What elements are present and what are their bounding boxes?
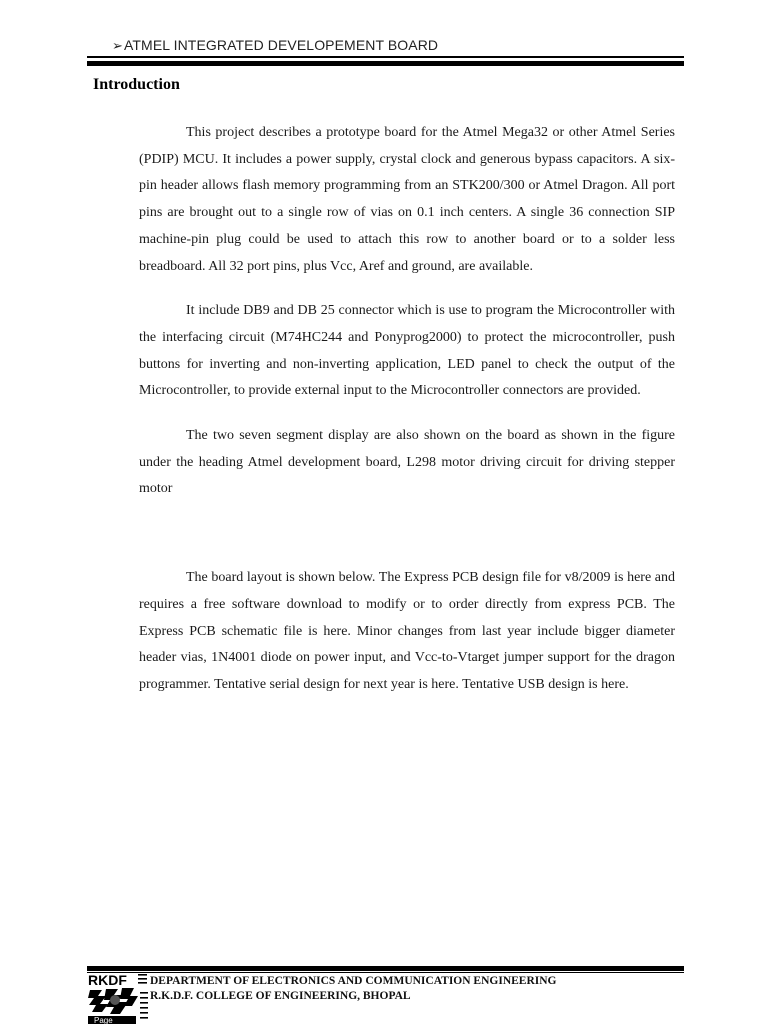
header-rule-thin bbox=[87, 56, 684, 58]
footer-rule-thick bbox=[87, 966, 684, 971]
paragraph-seven-segment: The two seven segment display are also shown on the board as shown in the figure under the heading Atmel development board, L298 motor driving circuit for driving stepper motor bbox=[139, 428, 675, 497]
arrow-bullet-icon: ➢ bbox=[112, 38, 123, 53]
paragraph-intro: This project describes a prototype board for the Atmel Mega32 or other Atmel Series (PDIP) MCU. It includes a power supply, crystal clock and generous bypass capacitors. A six-pin header allows flash memory programming from an STK200/300 or Atmel Dragon. All port pins are brought out to a single row of vias on 0.1 inch centers. A single 36 connection SIP machine-pin plug could be used to attach this row to another board or to a solder less breadboard. All 32 port pins, plus Vcc, Aref and ground, are available. bbox=[139, 125, 675, 274]
paragraph-connectors: It include DB9 and DB 25 connector which is use to program the Microcontroller with the interfacing circuit (M74HC244 and Ponyprog2000) to protect the microcontroller, push buttons for inverting and non-inverting application, LED panel to check the output of the Microcontroller, to provide external input to the Microcontroller connectors are provided. bbox=[139, 303, 675, 399]
footer-rule-thin bbox=[87, 972, 684, 973]
footer-text bbox=[150, 974, 557, 1004]
body-text bbox=[139, 120, 675, 717]
section-heading: Introduction bbox=[93, 76, 180, 93]
running-header bbox=[112, 37, 438, 54]
college-logo bbox=[88, 972, 148, 1024]
logo-text: RKDF bbox=[88, 972, 127, 988]
header-rule-thick bbox=[87, 61, 684, 66]
paragraph-board-layout: The board layout is shown below. The Express PCB design file for v8/2009 is here and requires a free software download to modify or to order directly from express PCB. The Express PCB schematic file is here. Minor changes from last year include bigger diameter header vias, 1N4001 diode on power input, and Vcc-to-Vtarget jumper support for the dragon programmer. Tentative serial design for next year is here. Tentative USB design is here. bbox=[139, 570, 675, 692]
logo-page-fragment: Page bbox=[94, 1016, 113, 1024]
header-title: ATMEL INTEGRATED DEVELOPEMENT BOARD bbox=[124, 37, 439, 53]
footer-department: DEPARTMENT OF ELECTRONICS AND COMMUNICATION ENGINEERING bbox=[150, 975, 557, 987]
footer-college: R.K.D.F. COLLEGE OF ENGINEERING, BHOPAL bbox=[150, 990, 411, 1002]
